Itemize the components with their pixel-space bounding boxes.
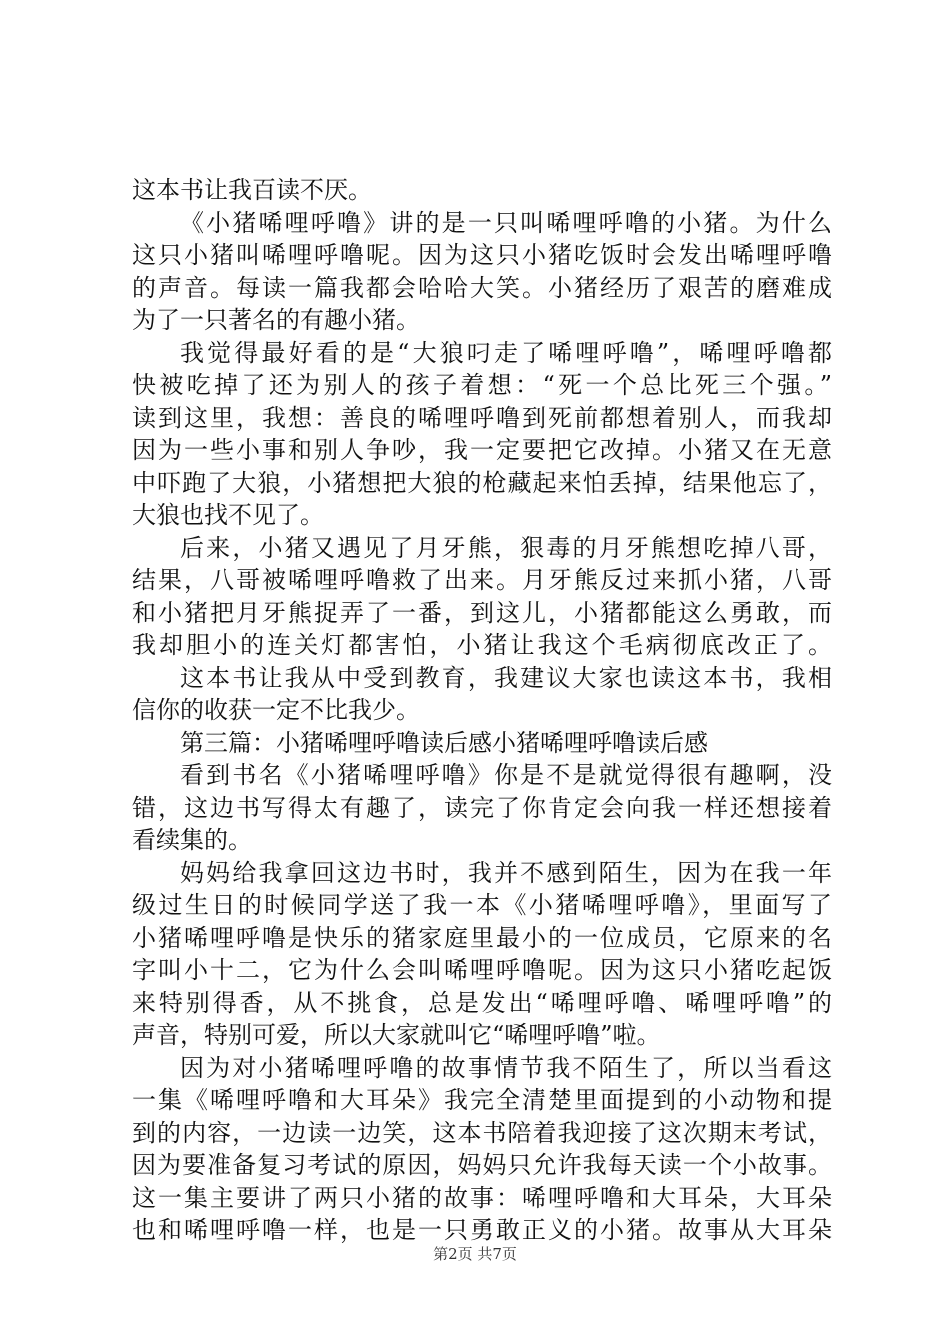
text-line: 妈妈给我拿回这边书时，我并不感到陌生，因为在我一年 <box>180 858 832 887</box>
text-line: 后来，小猪又遇见了月牙熊，狠毒的月牙熊想吃掉八哥， <box>180 533 832 562</box>
text-line: 看到书名《小猪唏哩呼噜》你是不是就觉得很有趣啊，没 <box>180 761 832 789</box>
text-line: 小猪唏哩呼噜是快乐的猪家庭里最小的一位成员，它原来的名 <box>132 923 832 952</box>
text-line: 一集《唏哩呼噜和大耳朵》我完全清楚里面提到的小动物和提 <box>132 1086 832 1114</box>
text-line: 看续集的。 <box>132 826 252 854</box>
text-line: 这只小猪叫唏哩呼噜呢。因为这只小猪吃饭时会发出唏哩呼噜 <box>132 241 832 269</box>
section-heading: 第三篇：小猪唏哩呼噜读后感小猪唏哩呼噜读后感 <box>180 728 708 757</box>
text-line: 这一集主要讲了两只小猪的故事：唏哩呼噜和大耳朵，大耳朵 <box>132 1183 832 1212</box>
text-line: 声音，特别可爱，所以大家就叫它“唏哩呼噜”啦。 <box>132 1021 661 1049</box>
text-line: 错，这边书写得太有趣了，读完了你肯定会向我一样还想接着 <box>132 793 832 822</box>
text-line: 因为对小猪唏哩呼噜的故事情节我不陌生了，所以当看这 <box>180 1053 832 1082</box>
text-line: 为了一只著名的有趣小猪。 <box>132 306 420 334</box>
page-number: 第2页 共7页 <box>433 1245 517 1263</box>
text-line: 这本书让我百读不厌。 <box>132 176 372 204</box>
text-line: 快被吃掉了还为别人的孩子着想：“死一个总比死三个强。” <box>132 371 832 399</box>
text-line: 读到这里，我想：善良的唏哩呼噜到死前都想着别人，而我却 <box>132 403 832 432</box>
text-line: 这本书让我从中受到教育，我建议大家也读这本书，我相 <box>180 663 832 692</box>
text-line: 因为要准备复习考试的原因，妈妈只允许我每天读一个小故事。 <box>132 1151 832 1179</box>
text-line: 和小猪把月牙熊捉弄了一番，到这儿，小猪都能这么勇敢，而 <box>132 598 832 627</box>
text-line: 《小猪唏哩呼噜》讲的是一只叫唏哩呼噜的小猪。为什么 <box>180 208 832 237</box>
text-line: 信你的收获一定不比我少。 <box>132 696 420 724</box>
text-line: 级过生日的时候同学送了我一本《小猪唏哩呼噜》，里面写了 <box>132 891 832 919</box>
text-line: 我却胆小的连关灯都害怕，小猪让我这个毛病彻底改正了。 <box>132 631 832 659</box>
text-line: 我觉得最好看的是“大狼叼走了唏哩呼噜”，唏哩呼噜都 <box>180 338 832 367</box>
text-line: 的声音。每读一篇我都会哈哈大笑。小猪经历了艰苦的磨难成 <box>132 273 832 302</box>
text-line: 字叫小十二，它为什么会叫唏哩呼噜呢。因为这只小猪吃起饭 <box>132 956 832 984</box>
text-line: 到的内容，一边读一边笑，这本书陪着我迎接了这次期末考试， <box>132 1118 832 1147</box>
text-line: 结果，八哥被唏哩呼噜救了出来。月牙熊反过来抓小猪，八哥 <box>132 566 832 594</box>
text-line: 中吓跑了大狼，小猪想把大狼的枪藏起来怕丢掉，结果他忘了， <box>132 468 832 497</box>
document-body <box>132 174 832 1247</box>
text-line: 来特别得香，从不挑食，总是发出“唏哩呼噜、唏哩呼噜”的 <box>132 988 832 1017</box>
text-line: 因为一些小事和别人争吵，我一定要把它改掉。小猪又在无意 <box>132 436 832 464</box>
text-line: 也和唏哩呼噜一样，也是一只勇敢正义的小猪。故事从大耳朵 <box>132 1216 832 1244</box>
text-line: 大狼也找不见了。 <box>132 501 324 529</box>
